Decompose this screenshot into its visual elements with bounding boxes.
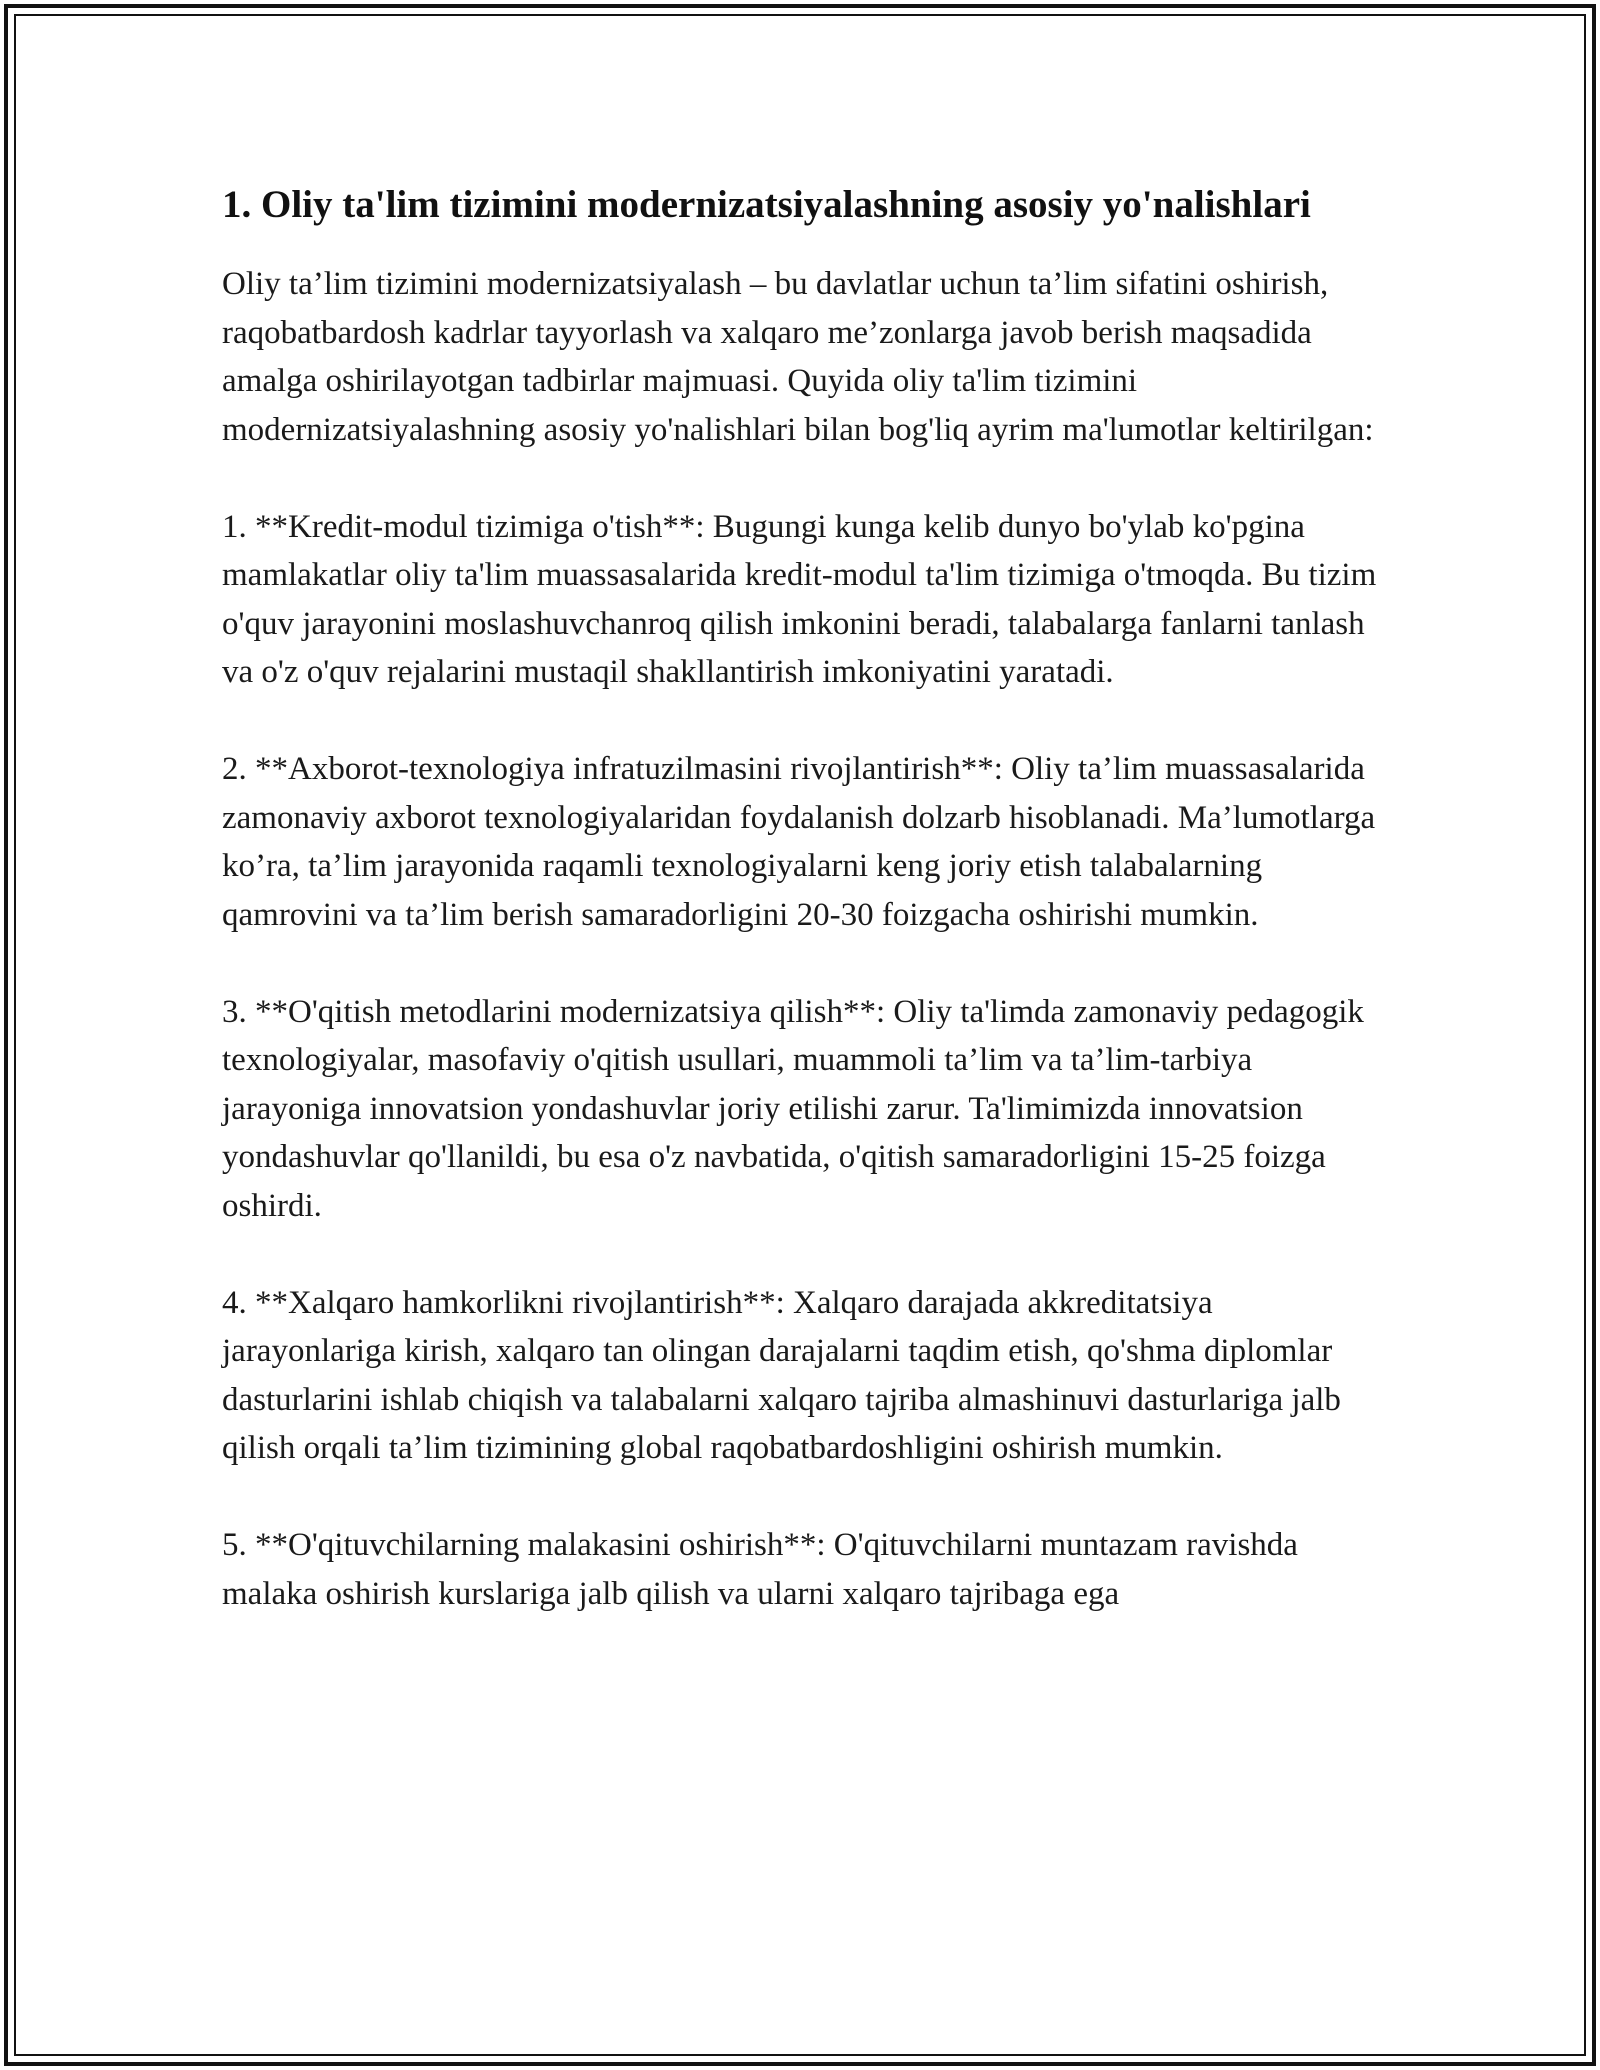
list-item-5: 5. **O'qituvchilarning malakasini oshirish**: O'qituvchilarni muntazam ravishda malaka oshirish kurslariga jalb qilish va ularni xalqaro tajribaga ega (222, 1527, 1298, 1612)
section-heading: 1. Oliy ta'lim tizimini modernizatsiyalashning asosiy yo'nalishlari (222, 183, 1311, 226)
document-body (222, 178, 1382, 1618)
intro-paragraph: Oliy ta’lim tizimini modernizatsiyalash – bu davlatlar uchun ta’lim sifatini oshirish, raqobatbardosh kadrlar tayyorlash va xalqaro me’zonlarga javob berish maqsadida amalga oshirilayotgan tadbirlar majmuasi. Quyida oliy ta'lim tizimini modernizatsiyalashning asosiy yo'nalishlari bilan bog'liq ayrim ma'lumotlar keltirilgan: (222, 266, 1374, 448)
list-item-4: 4. **Xalqaro hamkorlikni rivojlantirish**: Xalqaro darajada akkreditatsiya jarayonlariga kirish, xalqaro tan olingan darajalarni taqdim etish, qo'shma diplomlar dasturlarini ishlab chiqish va talabalarni xalqaro tajriba almashinuvi dasturlariga jalb qilish orqali ta’lim tizimining global raqobatbardoshligini oshirish mumkin. (222, 1284, 1341, 1466)
list-item-3: 3. **O'qitish metodlarini modernizatsiya qilish**: Oliy ta'limda zamonaviy pedagogik texnologiyalar, masofaviy o'qitish usullari, muammoli ta’lim va ta’lim-tarbiya jarayoniga innovatsion yondashuvlar joriy etilishi zarur. Ta'limimizda innovatsion yondashuvlar qo'llanildi, bu esa o'z navbatida, o'qitish samaradorligini 15-25 foizga oshirdi. (222, 993, 1364, 1224)
list-item-2: 2. **Axborot-texnologiya infratuzilmasini rivojlantirish**: Oliy ta’lim muassasalarida zamonaviy axborot texnologiyalaridan foydalanish dolzarb hisoblanadi. Ma’lumotlarga ko’ra, ta’lim jarayonida raqamli texnologiyalarni keng joriy etish talabalarning qamrovini va ta’lim berish samaradorligini 20-30 foizgacha oshirishi mumkin. (222, 751, 1376, 933)
list-item-1: 1. **Kredit-modul tizimiga o'tish**: Bugungi kunga kelib dunyo bo'ylab ko'pgina mamlakatlar oliy ta'lim muassasalarida kredit-modul ta'lim tizimiga o'tmoqda. Bu tizim o'quv jarayonini moslashuvchanroq qilish imkonini beradi, talabalarga fanlarni tanlash va o'z o'quv rejalarini mustaqil shakllantirish imkoniyatini yaratadi. (222, 508, 1377, 690)
